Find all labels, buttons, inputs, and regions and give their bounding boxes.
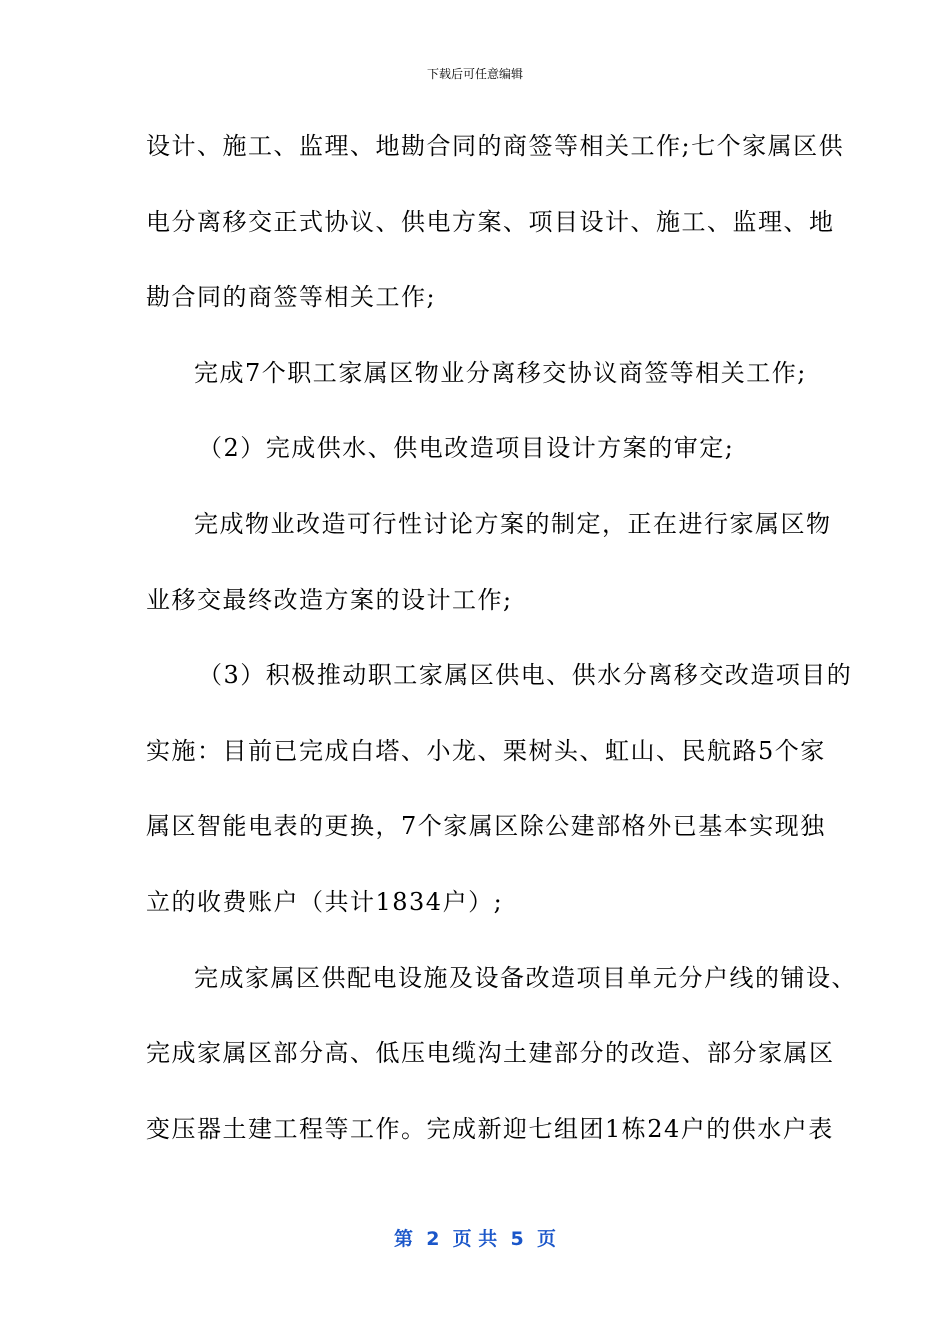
text-line: 立的收费账户（共计1834户）; <box>146 887 504 916</box>
page-header: 下载后可任意编辑 <box>426 67 523 81</box>
text-line: 完成家属区供配电设施及设备改造项目单元分户线的铺设、 <box>194 963 857 992</box>
text-line: （2）完成供水、供电改造项目设计方案的审定; <box>198 434 735 463</box>
text-line: 完成7个职工家属区物业分离移交协议商签等相关工作; <box>194 358 807 387</box>
document-body <box>146 120 857 1178</box>
text-line: 勘合同的商签等相关工作; <box>146 283 437 312</box>
text-line: 电分离移交正式协议、供电方案、项目设计、施工、监理、地 <box>146 207 835 236</box>
text-line: 设计、施工、监理、地勘合同的商签等相关工作;七个家属区供 <box>146 132 845 160</box>
text-line: 完成物业改造可行性讨论方案的制定，正在进行家属区物 <box>194 509 832 538</box>
text-line: 完成家属区部分高、低压电缆沟土建部分的改造、部分家属区 <box>146 1039 835 1068</box>
text-line: 业移交最终改造方案的设计工作; <box>146 585 513 614</box>
text-line: 变压器土建工程等工作。完成新迎七组团1栋24户的供水户表 <box>146 1114 834 1143</box>
text-line: 属区智能电表的更换，7个家属区除公建部格外已基本实现独 <box>146 812 826 841</box>
page-number-footer: 第 2 页 共 5 页 <box>394 1228 556 1250</box>
text-line: （3）积极推动职工家属区供电、供水分离移交改造项目的 <box>198 661 853 690</box>
text-line: 实施：目前已完成白塔、小龙、栗树头、虹山、民航路5个家 <box>146 736 826 765</box>
